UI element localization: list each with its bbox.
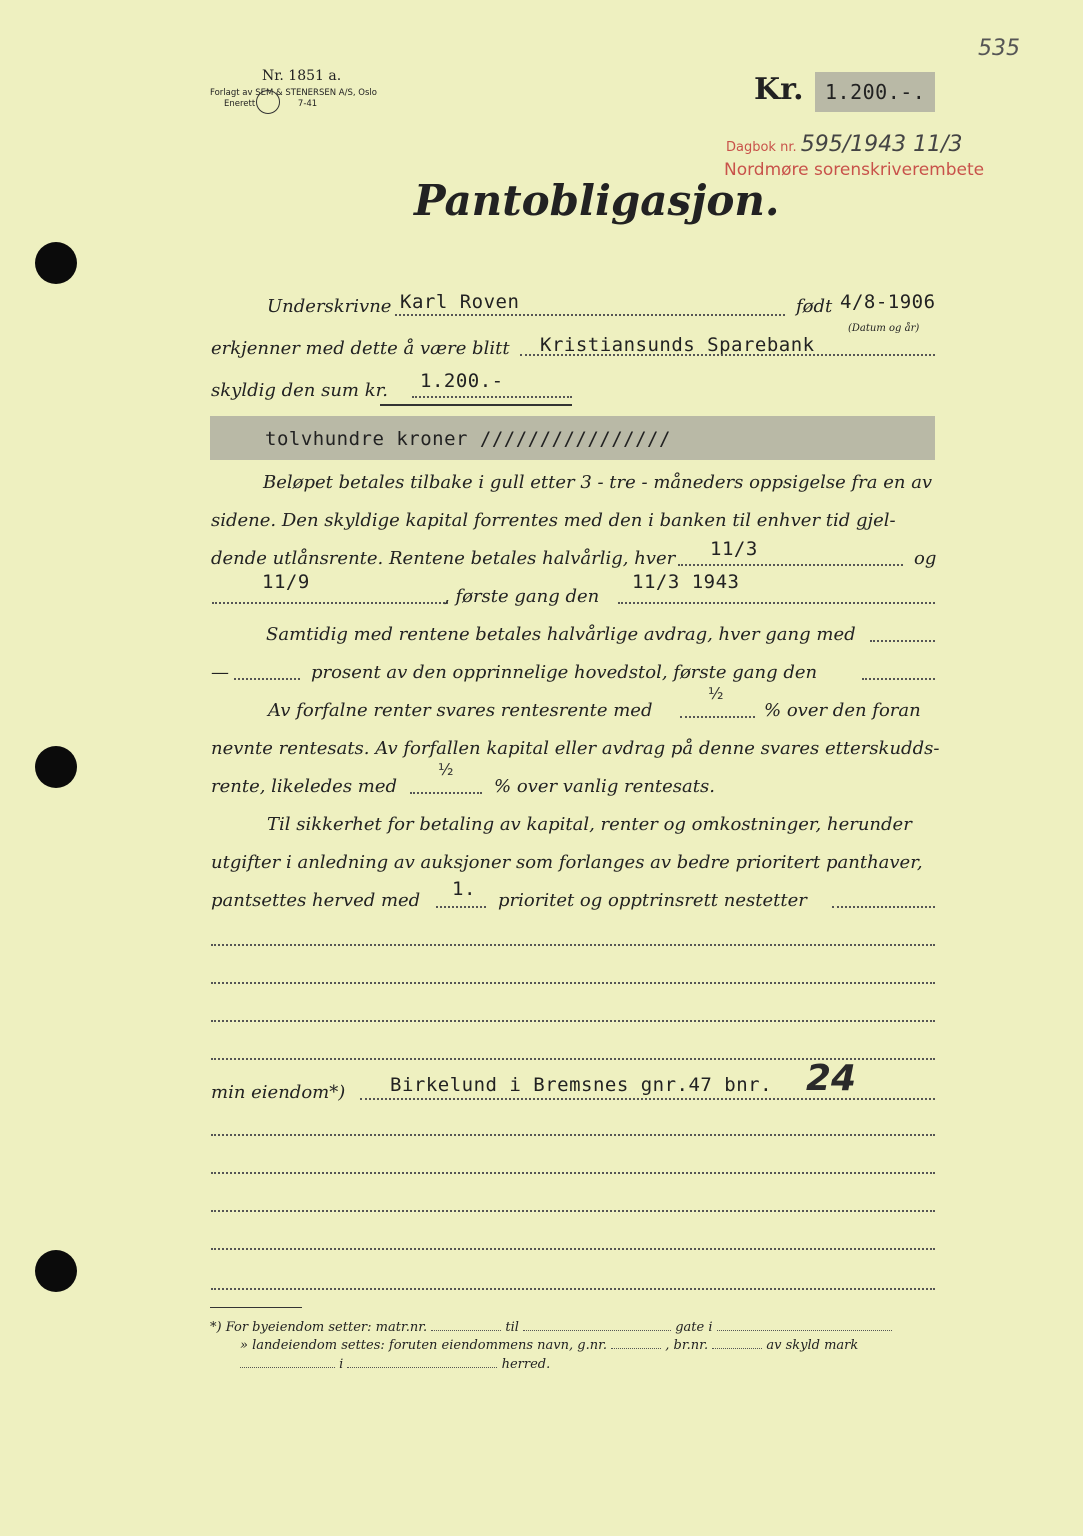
p4-l3-a: pantsettes herved med xyxy=(211,890,421,911)
blank-line-8 xyxy=(211,1248,935,1250)
footnote-l1-a: *) For byeiendom setter: matr.nr. xyxy=(210,1320,428,1335)
p2-l2: prosent av den opprinnelige hovedstol, første gang den xyxy=(311,662,818,683)
kr-label: Kr. xyxy=(754,72,804,107)
datum-note: (Datum og år) xyxy=(848,323,920,334)
dagbok-stamp xyxy=(726,132,963,157)
p1-l4-dots-a xyxy=(212,602,448,604)
punch-hole-top xyxy=(35,242,77,284)
footnote-l1 xyxy=(210,1320,940,1335)
p3-half2: ½ xyxy=(438,760,454,779)
dagbok-value: 595/1943 11/3 xyxy=(800,132,963,157)
p4-l3-dots-b xyxy=(832,906,935,908)
blank-line-1 xyxy=(211,944,935,946)
eiendom-label: min eiendom*) xyxy=(211,1082,346,1103)
footnote-l2-c: av skyld mark xyxy=(766,1338,859,1353)
footnote-l3-dots1 xyxy=(240,1367,335,1368)
p3-l3-a: rente, likeledes med xyxy=(211,776,398,797)
blank-line-7 xyxy=(211,1210,935,1212)
footnote-l1-dots3 xyxy=(717,1330,892,1331)
publisher-enerett: Enerett xyxy=(224,99,256,109)
skyldig-line xyxy=(211,380,388,416)
p2-l1-dots xyxy=(870,640,935,642)
p2-l2-dots-b xyxy=(862,678,935,680)
footnote-l2-dots2 xyxy=(712,1348,762,1349)
punch-hole-middle xyxy=(35,746,77,788)
p3-half: ½ xyxy=(708,684,724,703)
forste-label: , første gang den xyxy=(444,586,600,607)
skyldig-label: skyldig den sum kr. xyxy=(211,380,388,401)
footnote-l3-a: i xyxy=(339,1357,344,1372)
eiendom-dots xyxy=(360,1098,935,1100)
publisher-line xyxy=(210,88,390,110)
blank-line-9 xyxy=(211,1288,935,1290)
p2-l2-dots-a xyxy=(234,678,300,680)
p3-l1-a: Av forfalne renter svares rentesrente med xyxy=(268,700,653,721)
p1-l3: dende utlånsrente. Rentene betales halvårlig, hver xyxy=(211,548,676,569)
document-title: Pantobligasjon. xyxy=(414,176,780,225)
form-number: Nr. 1851 a. xyxy=(262,68,342,84)
eiendom-value: Birkelund i Bremsnes gnr.47 bnr. xyxy=(390,1074,773,1096)
fodt-label: født xyxy=(796,296,833,317)
blank-line-6 xyxy=(211,1172,935,1174)
blank-line-2 xyxy=(211,982,935,984)
footnote-l2-dots1 xyxy=(611,1348,661,1349)
kr-amount: 1.200.-. xyxy=(825,80,926,104)
blank-line-5 xyxy=(211,1134,935,1136)
sum-words: tolvhundre kroner //////////////// xyxy=(265,428,671,450)
p3-l1-dots xyxy=(680,716,755,718)
publisher-date: 7-41 xyxy=(297,99,318,109)
punch-hole-bottom xyxy=(35,1250,77,1292)
blank-line-3 xyxy=(211,1020,935,1022)
p4-l1: Til sikkerhet for betaling av kapital, renter og omkostninger, herunder xyxy=(267,814,912,835)
sum-dots xyxy=(412,396,572,398)
erkjenner-label: erkjenner med dette å være blitt xyxy=(211,338,510,359)
underskrivne-dots xyxy=(395,314,785,316)
office-stamp: Nordmøre sorenskriverembete xyxy=(724,160,985,180)
p4-l3-dots-a xyxy=(436,906,486,908)
priority-value: 1. xyxy=(452,878,476,900)
p2-l1: Samtidig med rentene betales halvårlige avdrag, hver gang med xyxy=(266,624,856,645)
rente-date2: 11/9 xyxy=(262,571,310,593)
forste-date: 11/3 1943 xyxy=(632,571,740,593)
p1-l4-dots-b xyxy=(618,602,935,604)
erkjenner-dots xyxy=(520,354,935,356)
sum-words-band xyxy=(210,416,935,460)
footnote-l3-b: herred. xyxy=(501,1357,551,1372)
signer-name: Karl Roven xyxy=(400,291,520,313)
p3-l3-dots xyxy=(410,792,482,794)
footnote-l3-dots2 xyxy=(347,1367,497,1368)
sum-underline xyxy=(380,404,572,406)
p1-l2: sidene. Den skyldige kapital forrentes med den i banken til enhver tid gjel- xyxy=(211,510,896,531)
dagbok-label: Dagbok nr. xyxy=(726,140,797,155)
publisher-name: Forlagt av SEM & STENERSEN A/S, Oslo xyxy=(210,88,377,98)
p4-l3-b: prioritet og opptrinsrett nestetter xyxy=(498,890,807,911)
footnote-rule xyxy=(210,1307,302,1308)
p4-l2: utgifter i anledning av auksjoner som forlanges av bedre prioritert panthaver, xyxy=(211,852,923,873)
rente-date1: 11/3 xyxy=(710,538,758,560)
underskrivne-label: Underskrivne xyxy=(267,296,392,317)
footnote-l3 xyxy=(240,1357,640,1372)
p2-l2-start: — xyxy=(211,662,229,683)
publisher-logo xyxy=(256,90,280,114)
p3-l1-b: % over den foran xyxy=(764,700,921,721)
erkjenner-line xyxy=(211,338,510,374)
p1-l3-dots xyxy=(678,564,903,566)
page-number: 535 xyxy=(978,36,1020,61)
p3-l2: nevnte rentesats. Av forfallen kapital eller avdrag på denne svares etterskudds- xyxy=(211,738,940,759)
footnote-l1-dots2 xyxy=(523,1330,671,1331)
footnote-l2-b: , br.nr. xyxy=(665,1338,709,1353)
creditor: Kristiansunds Sparebank xyxy=(540,334,815,356)
p1-l1: Beløpet betales tilbake i gull etter 3 - tre - måneders oppsigelse fra en av xyxy=(263,472,933,493)
footnote-l1-b: til xyxy=(505,1320,519,1335)
sum-value: 1.200.- xyxy=(420,370,504,392)
p1-l3-end: og xyxy=(914,548,937,569)
p3-l3-b: % over vanlig rentesats. xyxy=(494,776,715,797)
footnote-l1-c: gate i xyxy=(675,1320,713,1335)
kr-amount-box xyxy=(815,72,935,112)
footnote-l2-a: » landeiendom settes: foruten eiendommens navn, g.nr. xyxy=(240,1338,607,1353)
footnote-l1-dots1 xyxy=(431,1330,501,1331)
footnote-l2 xyxy=(240,1338,940,1353)
bnr-value: 24 xyxy=(806,1058,857,1099)
fodt-value: 4/8-1906 xyxy=(840,291,936,313)
